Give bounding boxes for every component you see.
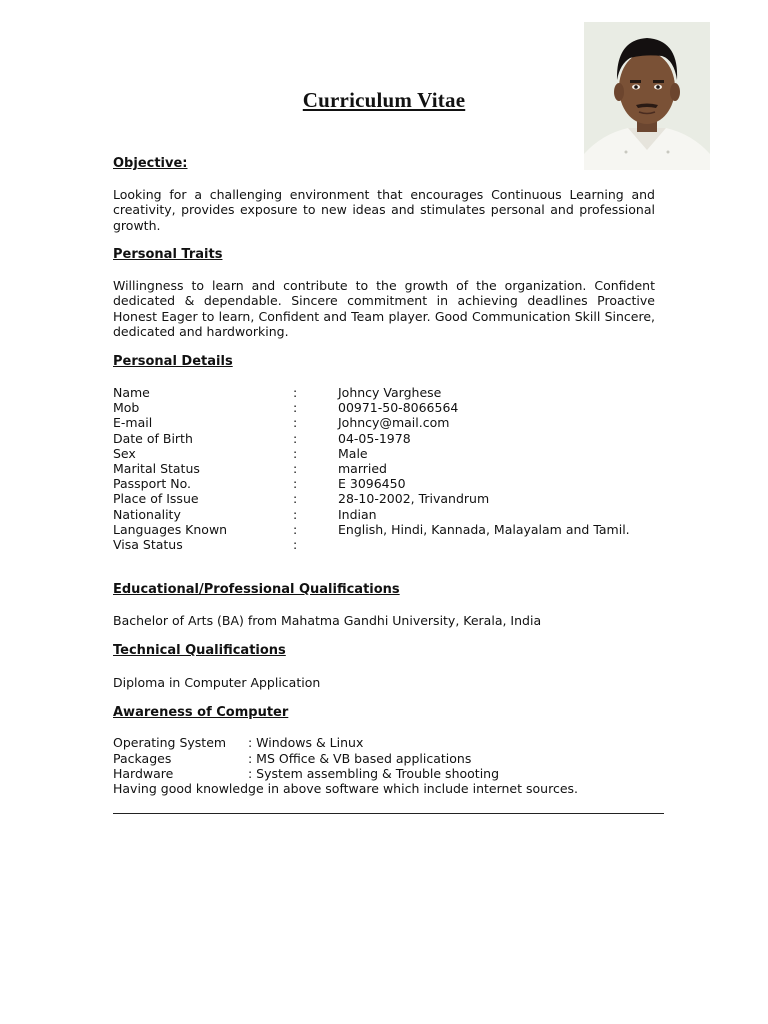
personal-details-heading: Personal Details bbox=[113, 354, 233, 369]
detail-colon: : bbox=[293, 522, 298, 537]
computer-value: : System assembling & Trouble shooting bbox=[248, 766, 500, 781]
personal-traits-heading: Personal Traits bbox=[113, 247, 223, 262]
detail-colon: : bbox=[293, 491, 298, 506]
detail-label: Name bbox=[113, 385, 150, 400]
detail-label: Date of Birth bbox=[113, 431, 193, 446]
detail-colon: : bbox=[293, 385, 298, 400]
detail-value: Johncy@mail.com bbox=[338, 415, 450, 430]
detail-value: 04-05-1978 bbox=[338, 431, 411, 446]
computer-value: : MS Office & VB based applications bbox=[248, 751, 472, 766]
detail-colon: : bbox=[293, 461, 298, 476]
detail-colon: : bbox=[293, 415, 298, 430]
computer-label: Operating System bbox=[113, 735, 227, 750]
computer-value: : Windows & Linux bbox=[248, 735, 364, 750]
technical-heading: Technical Qualifications bbox=[113, 643, 286, 658]
detail-value: E 3096450 bbox=[338, 476, 406, 491]
bottom-rule bbox=[113, 813, 664, 814]
detail-label: Mob bbox=[113, 400, 140, 415]
detail-label: Marital Status bbox=[113, 461, 200, 476]
detail-value: 28-10-2002, Trivandrum bbox=[338, 491, 490, 506]
detail-colon: : bbox=[293, 431, 298, 446]
detail-value: 00971-50-8066564 bbox=[338, 400, 459, 415]
objective-text: Looking for a challenging environment that encourages Continuous Learning and creativity, provides exposure to new ideas and stimulates personal and professional growth. bbox=[113, 187, 655, 233]
detail-label: Place of Issue bbox=[113, 491, 199, 506]
detail-label: Visa Status bbox=[113, 537, 183, 552]
personal-traits-text: Willingness to learn and contribute to the growth of the organization. Confident dedicated & dependable. Sincere commitment in achieving deadlines Proactive Honest Eager to learn, Confident and Team player. Good Communication Skill Sincere, dedicated and hardworking. bbox=[113, 278, 655, 339]
detail-colon: : bbox=[293, 476, 298, 491]
profile-photo bbox=[584, 22, 710, 170]
detail-value: English, Hindi, Kannada, Malayalam and Tamil. bbox=[338, 522, 630, 537]
detail-colon: : bbox=[293, 446, 298, 461]
computer-note: Having good knowledge in above software which include internet sources. bbox=[113, 781, 578, 796]
detail-label: Sex bbox=[113, 446, 136, 461]
detail-value: married bbox=[338, 461, 387, 476]
computer-label: Hardware bbox=[113, 766, 174, 781]
detail-colon: : bbox=[293, 537, 298, 552]
document-title: Curriculum Vitae bbox=[302, 88, 466, 112]
detail-label: Languages Known bbox=[113, 522, 228, 537]
detail-value: Indian bbox=[338, 507, 377, 522]
objective-heading: Objective: bbox=[113, 156, 188, 171]
detail-label: Nationality bbox=[113, 507, 181, 522]
detail-label: Passport No. bbox=[113, 476, 192, 491]
technical-text: Diploma in Computer Application bbox=[113, 675, 321, 690]
education-heading: Educational/Professional Qualifications bbox=[113, 582, 400, 597]
education-text: Bachelor of Arts (BA) from Mahatma Gandhi University, Kerala, India bbox=[113, 613, 542, 628]
detail-colon: : bbox=[293, 400, 298, 415]
detail-value: Johncy Varghese bbox=[338, 385, 442, 400]
detail-value: Male bbox=[338, 446, 368, 461]
computer-heading: Awareness of Computer bbox=[113, 705, 289, 720]
detail-label: E-mail bbox=[113, 415, 153, 430]
detail-colon: : bbox=[293, 507, 298, 522]
computer-label: Packages bbox=[113, 751, 172, 766]
